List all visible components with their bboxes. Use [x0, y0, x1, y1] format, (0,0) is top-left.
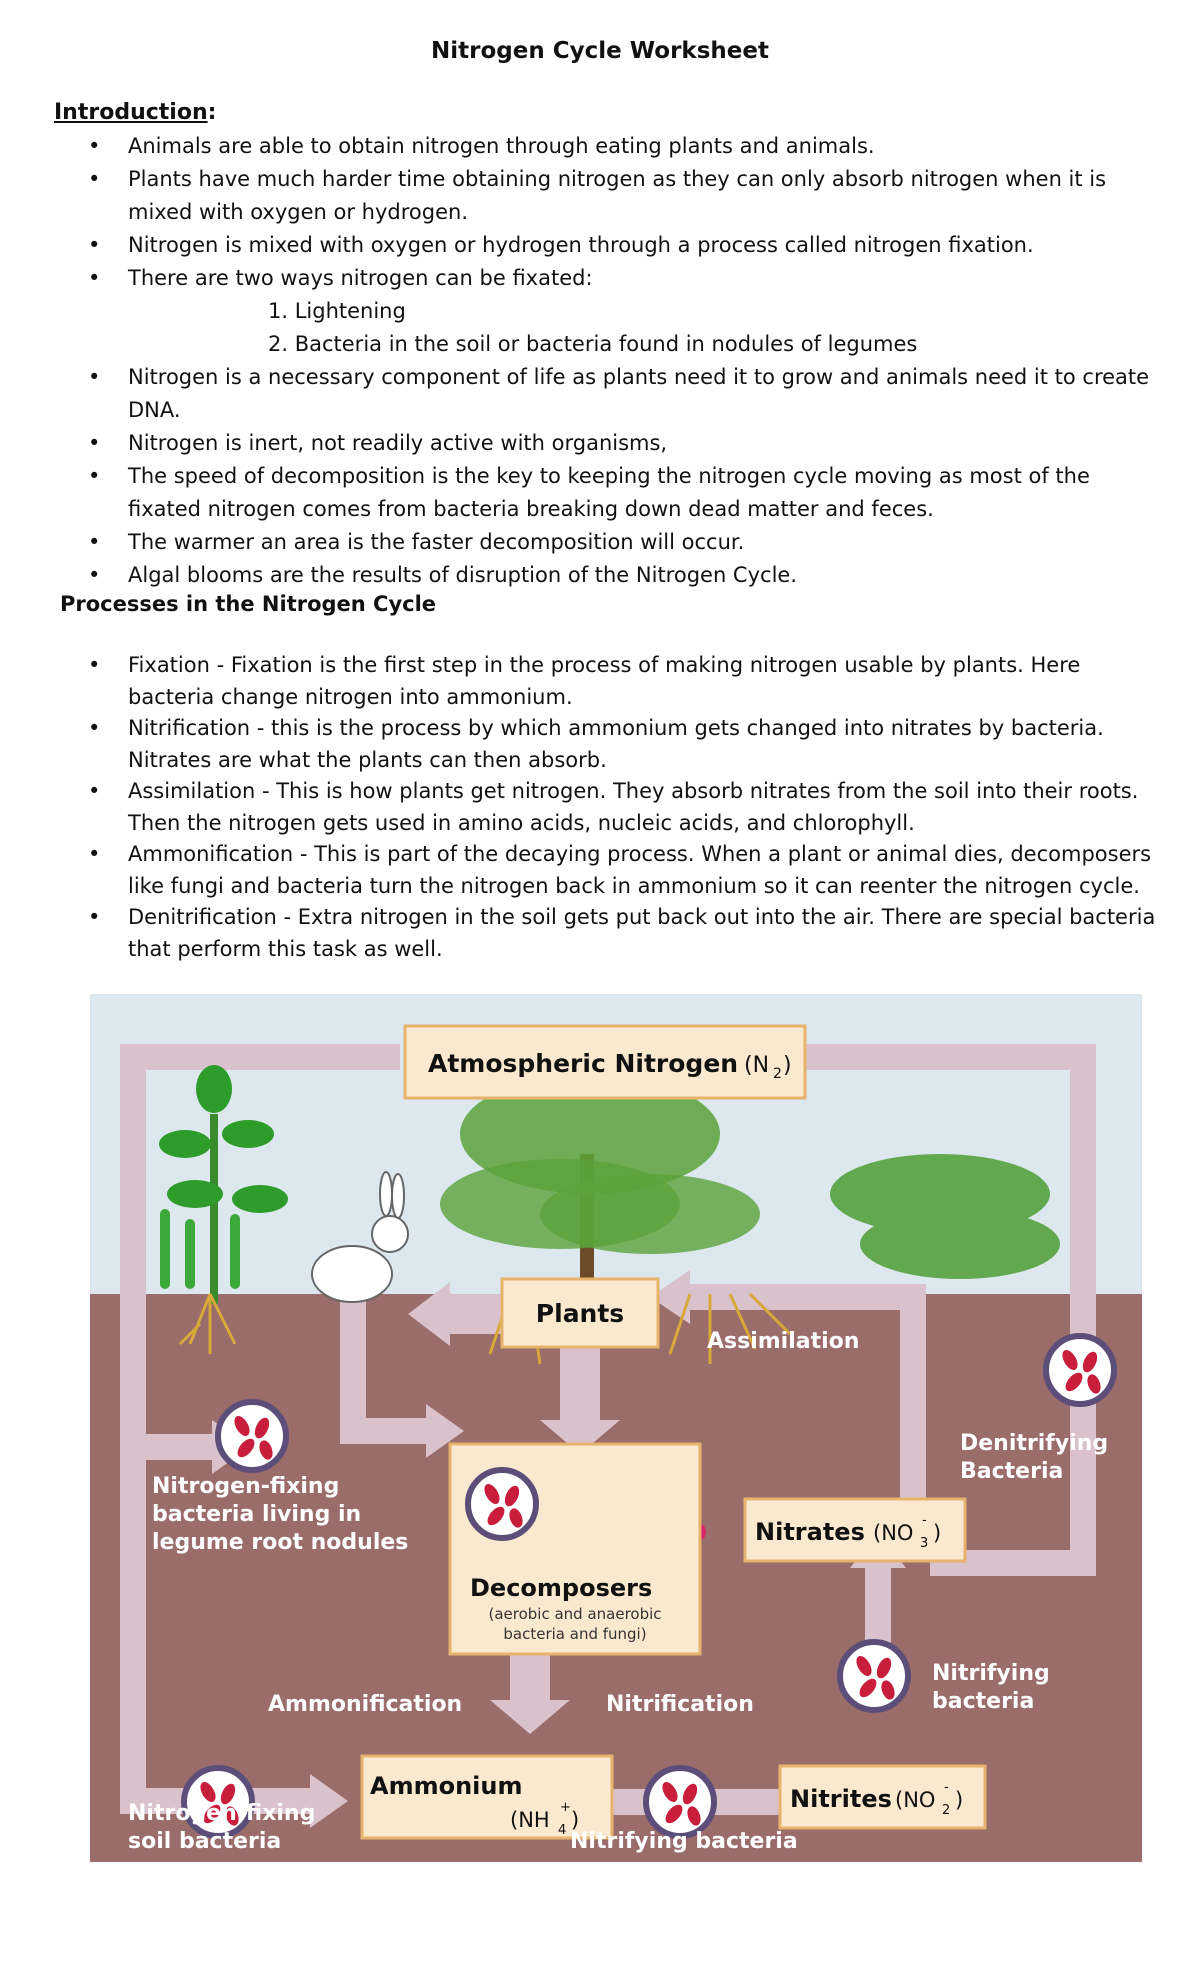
- list-item: • Nitrification - this is the process by which ammonium gets changed into nitrates by bacteria. Nitrates are what the plants can then absorb.: [88, 716, 1104, 772]
- list-item: • Plants have much harder time obtaining nitrogen as they can only absorb nitrogen when it is mixed with oxygen or hydrogen.: [88, 167, 1107, 224]
- denitrifying-label: Denitrifying: [960, 1431, 1109, 1456]
- nitrifying-bacteria-icon: [840, 1642, 908, 1710]
- denitrifying-bacteria-icon: [1046, 1336, 1114, 1404]
- list-item: • Algal blooms are the results of disruption of the Nitrogen Cycle.: [88, 563, 797, 587]
- svg-text:soil bacteria: soil bacteria: [128, 1829, 282, 1854]
- processes-list: [58, 650, 1168, 965]
- plants-label: Plants: [535, 1299, 625, 1328]
- nitrifying-label: Nitrifying: [932, 1661, 1050, 1686]
- svg-text:): ): [955, 1788, 964, 1812]
- sub-item-lightening: 1. Lightening: [268, 299, 406, 323]
- svg-text:): ): [933, 1521, 942, 1545]
- svg-text:legume root nodules: legume root nodules: [152, 1530, 409, 1555]
- assimilation-label: Assimilation: [707, 1329, 860, 1354]
- svg-text:(N: (N: [744, 1053, 770, 1078]
- svg-text:): ): [783, 1053, 792, 1078]
- nitrification-label: Nitrification: [606, 1692, 754, 1717]
- list-item: • Nitrogen is a necessary component of life as plants need it to grow and animals need it to create DNA.: [88, 365, 1150, 422]
- svg-text:+: +: [560, 1800, 571, 1815]
- svg-text:bacteria living in: bacteria living in: [152, 1502, 362, 1527]
- nitrates-label: Nitrates: [755, 1518, 865, 1546]
- list-item: • The speed of decomposition is the key to keeping the nitrogen cycle moving as most of the fixated nitrogen comes from bacteria breaking down dead matter and feces.: [88, 464, 1090, 521]
- ammonium-label: Ammonium: [370, 1772, 523, 1800]
- list-item: • Assimilation - This is how plants get nitrogen. They absorb nitrates from the soil into their roots. Then the nitrogen gets used in amino acids, nucleic acids, and chlorophyll.: [88, 779, 1139, 835]
- nitrogen-fixing-soil-label: Nitrogen-fixing: [128, 1801, 316, 1826]
- nitrogen-cycle-diagram: [90, 994, 1142, 1862]
- nitrogen-fixing-legume-label: Nitrogen-fixing: [152, 1474, 340, 1499]
- svg-text:-: -: [922, 1513, 927, 1528]
- svg-text:bacteria: bacteria: [932, 1689, 1035, 1714]
- nitrites-label: Nitrites: [790, 1785, 892, 1813]
- legume-bacteria-icon: [218, 1402, 286, 1470]
- svg-text:2: 2: [942, 1803, 951, 1818]
- svg-text:(NO: (NO: [873, 1521, 914, 1545]
- list-item: • Nitrogen is mixed with oxygen or hydrogen through a process called nitrogen fixation.: [88, 233, 1034, 257]
- list-item: • The warmer an area is the faster decomposition will occur.: [88, 530, 745, 554]
- svg-text:(aerobic and anaerobic: (aerobic and anaerobic: [488, 1605, 662, 1623]
- svg-text:bacteria and fungi): bacteria and fungi): [503, 1625, 647, 1643]
- list-item: • Nitrogen is inert, not readily active with organisms,: [88, 431, 668, 455]
- list-item: • Fixation - Fixation is the first step in the process of making nitrogen usable by plants. Here bacteria change nitrogen into ammonium.: [88, 653, 1081, 709]
- svg-text:Bacteria: Bacteria: [960, 1459, 1064, 1484]
- nitrification-bacteria-icon: [646, 1768, 714, 1836]
- svg-text:(NH: (NH: [510, 1808, 550, 1832]
- svg-text:(NO: (NO: [895, 1788, 936, 1812]
- svg-text:4: 4: [558, 1823, 567, 1838]
- list-item: • There are two ways nitrogen can be fixated:: [88, 266, 593, 290]
- list-item: • Denitrification - Extra nitrogen in the soil gets put back out into the air. There are special bacteria that perform this task as well.: [88, 905, 1156, 961]
- atmospheric-nitrogen-label: Atmospheric Nitrogen: [428, 1049, 739, 1078]
- svg-text:3: 3: [920, 1536, 929, 1551]
- decomposers-label: Decomposers: [470, 1574, 653, 1602]
- nitrifying-bacteria-label: Nitrifying bacteria: [570, 1829, 798, 1854]
- processes-heading: Processes in the Nitrogen Cycle: [60, 592, 437, 616]
- list-item: • Ammonification - This is part of the decaying process. When a plant or animal dies, decomposers like fungi and bacteria turn the nitrogen back in ammonium so it can reenter the nitrogen cycle.: [88, 842, 1152, 898]
- worksheet-title: Nitrogen Cycle Worksheet: [431, 38, 769, 64]
- intro-heading: Introduction:: [54, 100, 217, 125]
- svg-text:-: -: [944, 1780, 949, 1795]
- sub-item-bacteria: 2. Bacteria in the soil or bacteria found in nodules of legumes: [268, 332, 918, 356]
- svg-text:): ): [571, 1808, 580, 1832]
- list-item: • Animals are able to obtain nitrogen through eating plants and animals.: [88, 134, 875, 158]
- intro-list: [58, 130, 1168, 592]
- ammonification-label: Ammonification: [268, 1692, 463, 1717]
- svg-text:2: 2: [773, 1066, 782, 1082]
